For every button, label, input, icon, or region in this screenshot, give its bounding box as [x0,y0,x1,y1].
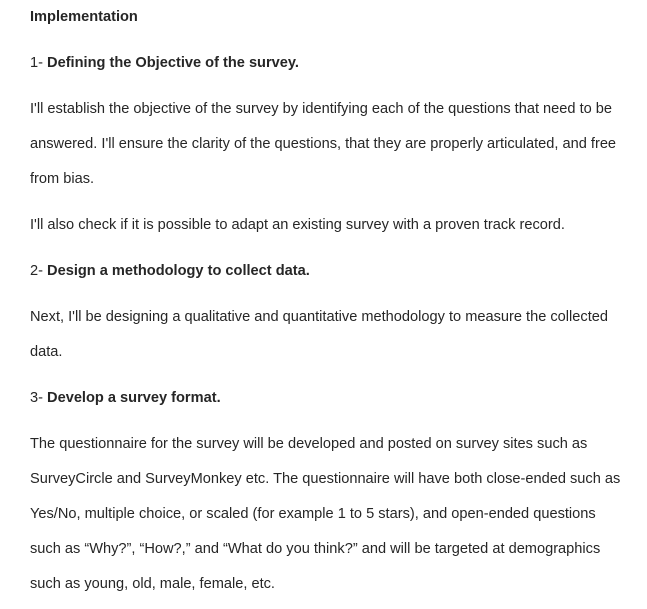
paragraph-line: from bias. [30,171,95,187]
section-title-2 [30,261,310,281]
paragraph-line: Yes/No, multiple choice, or scaled (for example 1 to 5 stars), and open-ended questions [30,506,596,522]
section-number: 3- [30,390,43,406]
section-number: 2- [30,263,43,279]
section-title-1 [30,53,299,73]
paragraph-line: I'll also check if it is possible to adapt an existing survey with a proven track record. [30,217,565,233]
paragraph-line: data. [30,344,63,360]
paragraph-line: I'll establish the objective of the survey by identifying each of the questions that need to be [30,101,613,117]
section-number: 1- [30,55,43,71]
section-title-text: Develop a survey format. [47,390,221,406]
paragraph-1-1 [30,99,637,204]
section-title-text: Defining the Objective of the survey. [47,55,299,71]
paragraph-2-1 [30,307,637,377]
paragraph-line: such as young, old, male, female, etc. [30,576,275,592]
paragraph-line: Next, I'll be designing a qualitative and quantitative methodology to measure the collected [30,309,608,325]
document-heading: Implementation [30,9,138,25]
paragraph-line: answered. I'll ensure the clarity of the questions, that they are properly articulated, and free [30,136,617,152]
paragraph-line: SurveyCircle and SurveyMonkey etc. The questionnaire will have both close-ended such as [30,471,621,487]
paragraph-line: The questionnaire for the survey will be developed and posted on survey sites such as [30,436,588,452]
paragraph-1-2 [30,215,637,250]
section-title-text: Design a methodology to collect data. [47,263,310,279]
section-title-3 [30,388,221,408]
paragraph-3-1 [30,434,637,609]
paragraph-line: such as “Why?”, “How?,” and “What do you think?” and will be targeted at demographics [30,541,601,557]
